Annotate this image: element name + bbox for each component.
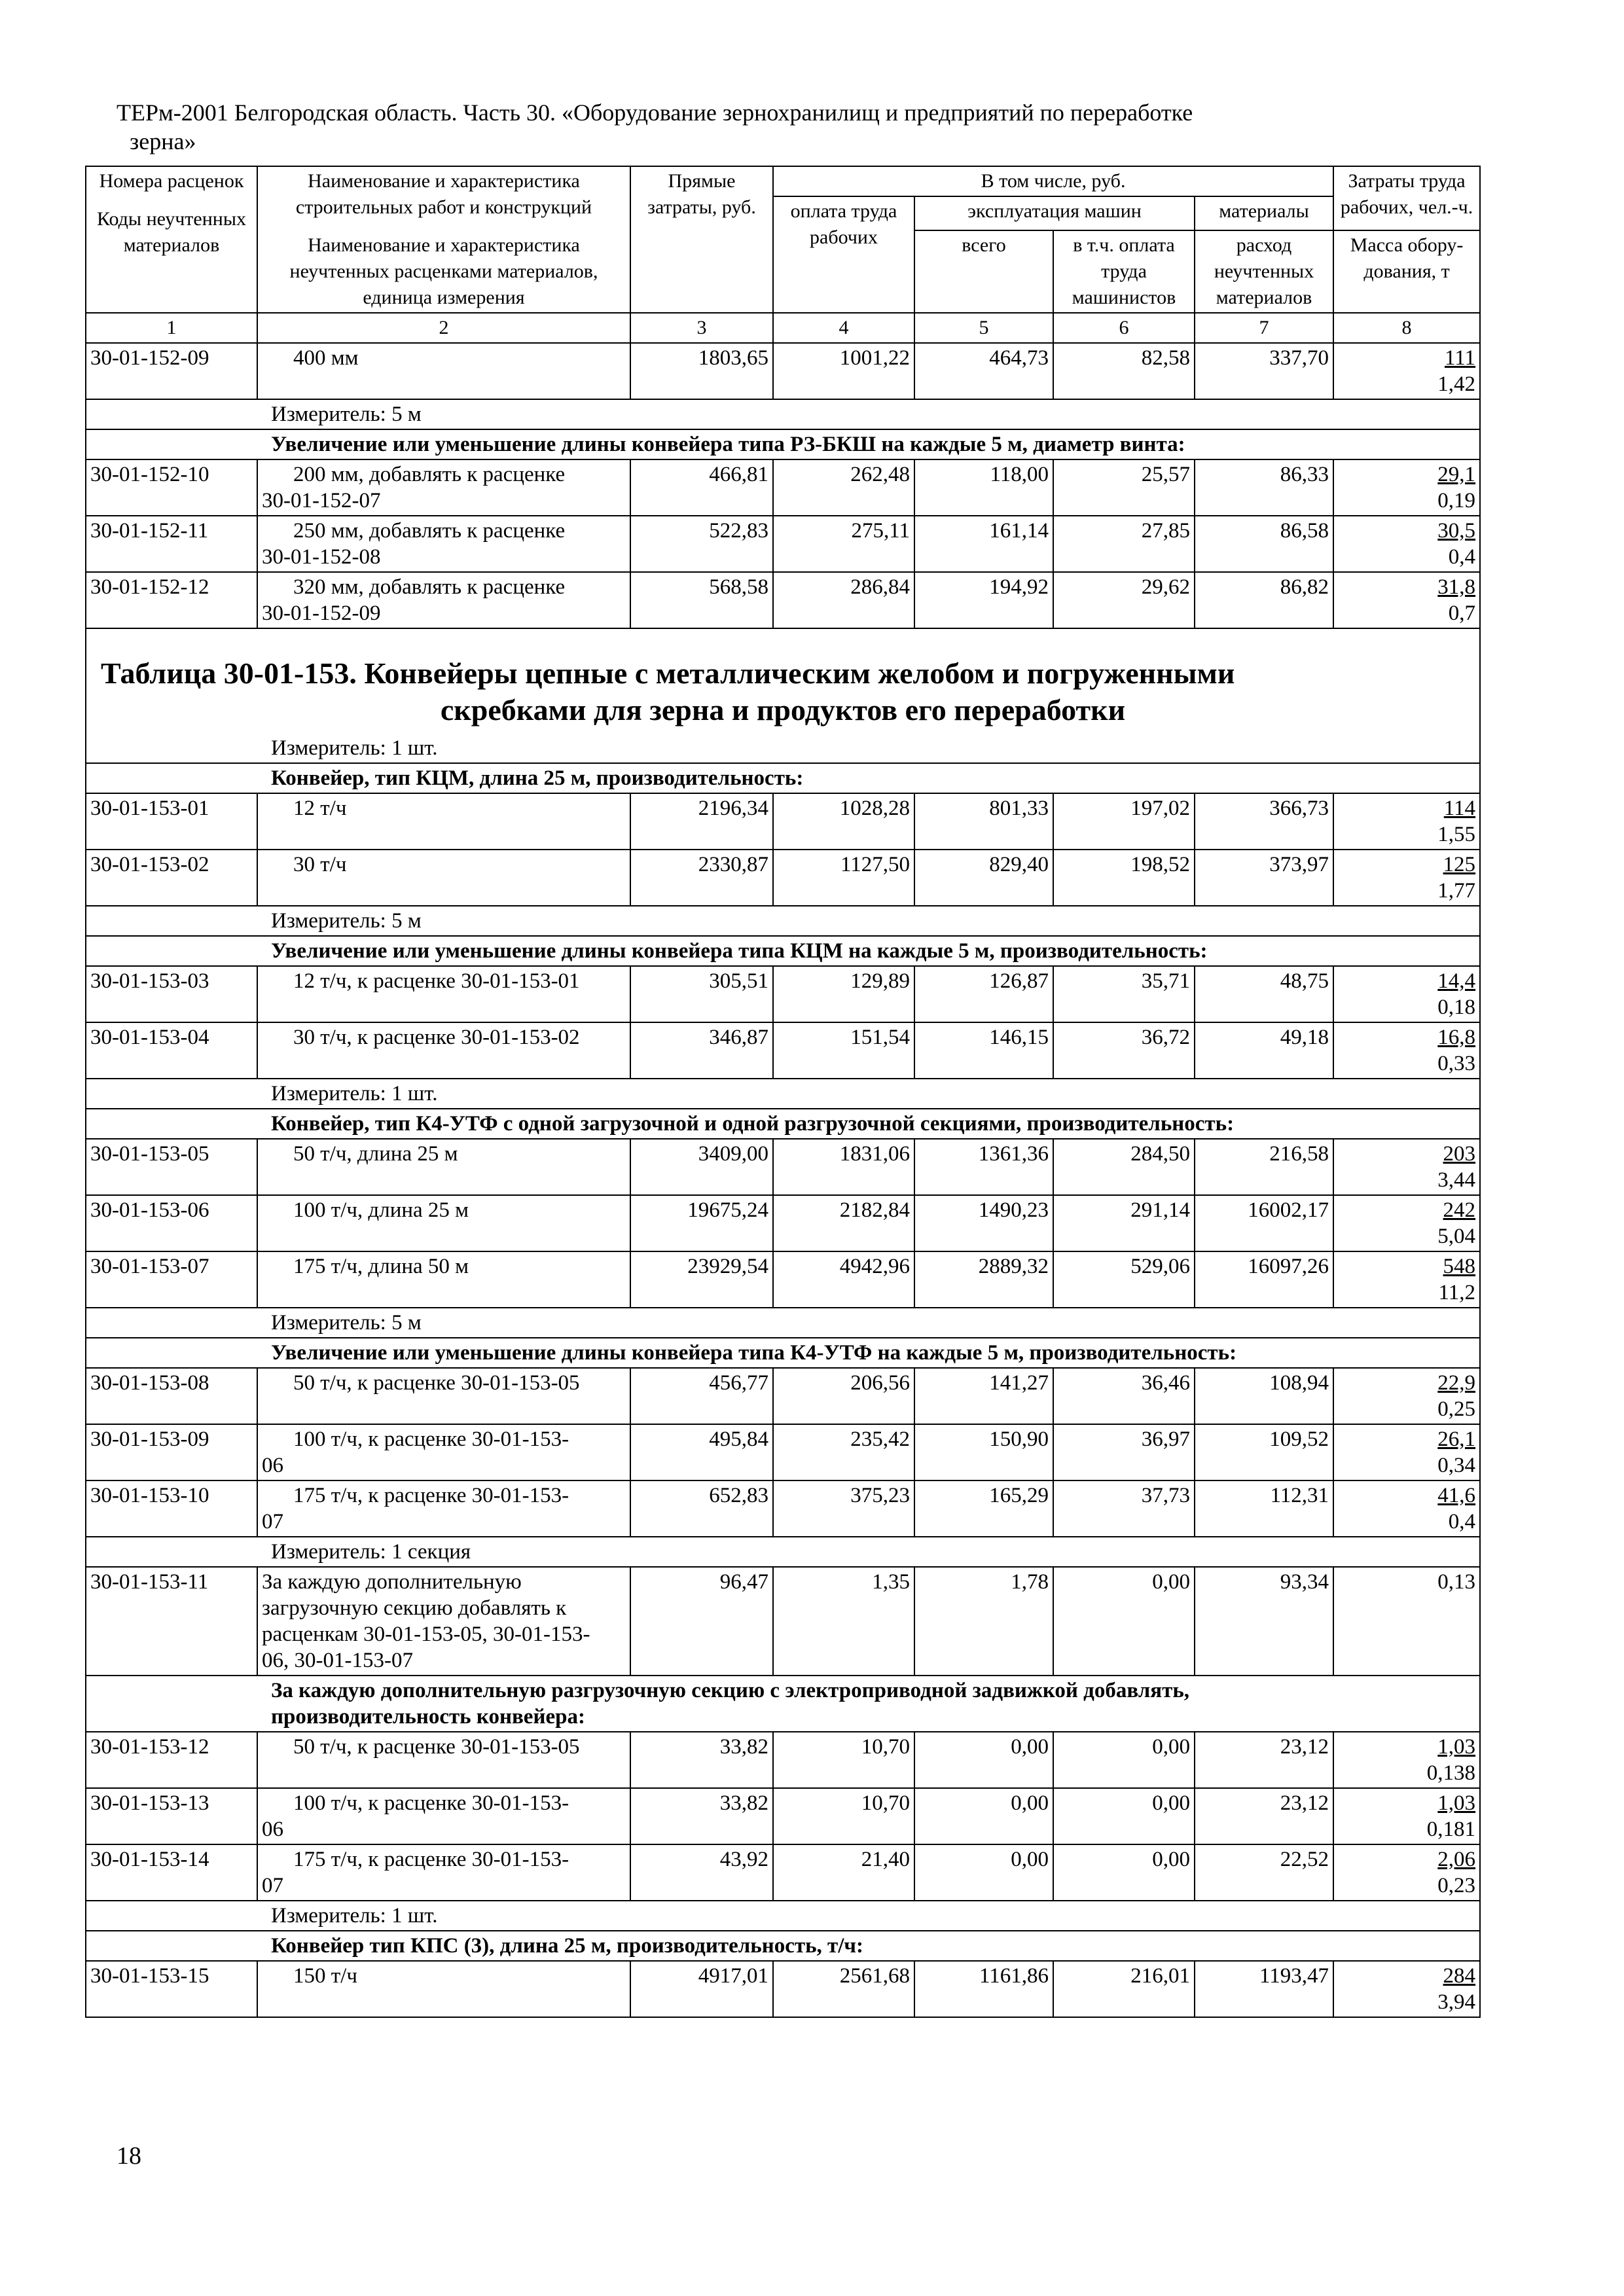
material-cost: 216,58 [1195,1139,1333,1195]
direct-cost: 43,92 [630,1844,773,1901]
material-cost: 112,31 [1195,1480,1333,1537]
labor-mass-cell [1333,516,1480,572]
section-heading: Конвейер тип КПС (3), длина 25 м, производительность, т/ч: [86,1931,1480,1961]
labor-mass-cell [1333,1732,1480,1788]
material-cost: 86,82 [1195,572,1333,628]
direct-cost: 4917,01 [630,1961,773,2017]
section-heading: Увеличение или уменьшение длины конвейера типа К4-УТФ на каждые 5 м, производительность: [86,1338,1480,1368]
labor-hours: 548 [1443,1255,1476,1278]
machine-cost: 141,27 [914,1368,1053,1424]
labor-cost: 375,23 [773,1480,914,1537]
rate-name-line-1: 175 т/ч, к расценке 30-01-153- [293,1848,569,1871]
equipment-mass: 0,138 [1426,1761,1476,1785]
rate-name-text: 30 т/ч [293,853,347,876]
rate-name [257,1844,630,1901]
measure-label: Измеритель: 5 м [86,399,1480,429]
rate-name-line-1: 200 мм, добавлять к расценке [293,463,566,486]
measure-label: Измеритель: 5 м [86,906,1480,936]
machine-cost: 0,00 [914,1732,1053,1788]
direct-cost: 2330,87 [630,850,773,906]
rate-name [257,1788,630,1844]
equipment-mass: 0,19 [1437,489,1476,512]
driver-cost: 197,02 [1053,793,1195,850]
machine-cost: 126,87 [914,966,1053,1022]
driver-cost: 0,00 [1053,1788,1195,1844]
direct-cost: 2196,34 [630,793,773,850]
machine-cost: 146,15 [914,1022,1053,1079]
labor-hours: 16,8 [1437,1026,1476,1049]
rate-name-text: 12 т/ч [293,797,347,820]
rate-name-line-1: 100 т/ч, к расценке 30-01-153- [293,1791,569,1815]
header-number-row [86,313,1480,343]
table-caption [90,655,1475,728]
header-row-1 [86,166,1480,196]
driver-cost: 291,14 [1053,1195,1195,1251]
machine-cost: 161,14 [914,516,1053,572]
measure-label: Измеритель: 5 м [86,1308,1480,1338]
section-row [86,1931,1480,1961]
header-direct-costs: Прямые затраты, руб. [630,166,773,313]
rate-name-line-1: 175 т/ч, к расценке 30-01-153- [293,1484,569,1507]
col-number: 2 [257,313,630,343]
rate-name-line-2: 07 [262,1510,283,1534]
measure-row [86,1537,1480,1567]
rate-name-text: 400 мм [293,346,359,370]
measure-row [86,399,1480,429]
material-cost: 366,73 [1195,793,1333,850]
driver-cost: 36,72 [1053,1022,1195,1079]
direct-cost: 522,83 [630,516,773,572]
rate-name-text: 30 т/ч, к расценке 30-01-153-02 [293,1026,580,1049]
measure-row [86,1901,1480,1931]
header-material-codes: Коды неучтенных материалов [97,208,246,256]
direct-cost: 456,77 [630,1368,773,1424]
header-rate-numbers: Номера расценок [99,170,244,192]
table-row [86,343,1480,399]
labor-cost: 206,56 [773,1368,914,1424]
machine-cost: 801,33 [914,793,1053,850]
rate-name: За каждую дополнительную загрузочную секцию добавлять к расценкам 30-01-153-05, 30-01-153-06, 30-01-153-07 [257,1567,630,1676]
rate-name [257,516,630,572]
labor-mass-cell [1333,1480,1480,1537]
material-cost: 23,12 [1195,1788,1333,1844]
material-cost: 49,18 [1195,1022,1333,1079]
rate-name [257,572,630,628]
rate-code: 30-01-153-08 [86,1368,257,1424]
rate-code: 30-01-153-02 [86,850,257,906]
machine-cost: 150,90 [914,1424,1053,1480]
direct-cost: 495,84 [630,1424,773,1480]
labor-hours: 30,5 [1437,519,1476,543]
section-heading: Конвейер, тип КЦМ, длина 25 м, производительность: [86,763,1480,793]
labor-hours: 29,1 [1437,463,1476,486]
header-materials: материалы [1195,196,1333,230]
rate-code: 30-01-152-12 [86,572,257,628]
labor-cost: 2561,68 [773,1961,914,2017]
rate-code: 30-01-153-11 [86,1567,257,1676]
rate-name-line-1: 50 т/ч, к расценке 30-01-153-05 [293,1735,580,1759]
labor-mass-cell [1333,966,1480,1022]
rate-name-text: 50 т/ч, длина 25 м [293,1142,458,1166]
labor-mass-cell [1333,1844,1480,1901]
table-row [86,1022,1480,1079]
equipment-mass: 5,04 [1437,1225,1476,1248]
header-machine-operation: эксплуатация машин [914,196,1195,230]
measure-row [86,906,1480,936]
machine-cost: 464,73 [914,343,1053,399]
labor-hours: 111 [1444,346,1476,370]
header-codes [86,166,257,313]
driver-cost: 0,00 [1053,1567,1195,1676]
rate-code: 30-01-152-09 [86,343,257,399]
rate-name-text: 150 т/ч [293,1964,357,1988]
header-work-name: Наименование и характеристика строительных работ и конструкций [295,170,592,218]
direct-cost: 96,47 [630,1567,773,1676]
rate-name [257,1368,630,1424]
rate-name [257,966,630,1022]
table-row [86,793,1480,850]
labor-hours: 1,03 [1437,1735,1476,1759]
rate-name [257,1961,630,2017]
rate-name [257,793,630,850]
direct-cost: 305,51 [630,966,773,1022]
rate-name-line-2: 06 [262,1818,283,1841]
table-row [86,1844,1480,1901]
rate-code: 30-01-153-01 [86,793,257,850]
direct-cost: 346,87 [630,1022,773,1079]
labor-cost: 21,40 [773,1844,914,1901]
header-labor-hours: Затраты труда рабочих, чел.-ч. [1333,166,1480,230]
labor-cost: 10,70 [773,1732,914,1788]
equipment-mass: 11,2 [1438,1281,1476,1304]
price-table [85,166,1481,2018]
material-cost: 1193,47 [1195,1961,1333,2017]
labor-cost: 1,35 [773,1567,914,1676]
document-title [117,98,1426,156]
rate-code: 30-01-153-10 [86,1480,257,1537]
machine-cost: 194,92 [914,572,1053,628]
direct-cost: 33,82 [630,1732,773,1788]
driver-cost: 25,57 [1053,459,1195,516]
direct-cost: 466,81 [630,459,773,516]
table-row [86,459,1480,516]
labor-hours: 1,03 [1437,1791,1476,1815]
rate-code: 30-01-153-06 [86,1195,257,1251]
equipment-mass: 0,7 [1448,601,1476,625]
driver-cost: 29,62 [1053,572,1195,628]
measure-label: Измеритель: 1 шт. [86,1079,1480,1109]
labor-hours: 41,6 [1437,1484,1476,1507]
labor-cost: 1127,50 [773,850,914,906]
equipment-mass: 0,4 [1448,545,1476,569]
labor-mass-cell [1333,1788,1480,1844]
table-caption-line-1: Таблица 30-01-153. Конвейеры цепные с металлическим желобом и погруженными [101,656,1235,690]
col-number: 3 [630,313,773,343]
rate-name-line-2: 30-01-152-09 [262,601,381,625]
measure-label: Измеритель: 1 секция [86,1537,1480,1567]
col-number: 5 [914,313,1053,343]
table-row [86,850,1480,906]
table-row [86,1251,1480,1308]
direct-cost: 33,82 [630,1788,773,1844]
table-caption-cell [86,628,1480,734]
rate-code: 30-01-153-05 [86,1139,257,1195]
material-cost: 16097,26 [1195,1251,1333,1308]
table-row [86,1732,1480,1788]
rate-code: 30-01-152-10 [86,459,257,516]
section-row [86,763,1480,793]
rate-code: 30-01-153-03 [86,966,257,1022]
table-caption-row [86,628,1480,734]
rate-code: 30-01-153-12 [86,1732,257,1788]
header-worker-pay: оплата труда рабочих [773,196,914,313]
rate-code: 30-01-153-14 [86,1844,257,1901]
labor-mass-cell [1333,1368,1480,1424]
table-row [86,1961,1480,2017]
labor-mass-cell [1333,459,1480,516]
measure-label: Измеритель: 1 шт. [86,734,1480,763]
material-cost: 108,94 [1195,1368,1333,1424]
col-number: 7 [1195,313,1333,343]
labor-cost: 129,89 [773,966,914,1022]
rate-name [257,850,630,906]
rate-code: 30-01-153-15 [86,1961,257,2017]
material-cost: 16002,17 [1195,1195,1333,1251]
machine-cost: 1,78 [914,1567,1053,1676]
labor-cost: 4942,96 [773,1251,914,1308]
labor-cost: 2182,84 [773,1195,914,1251]
labor-hours: 114 [1443,797,1476,820]
equipment-mass: 3,44 [1437,1168,1476,1192]
rate-code: 30-01-152-11 [86,516,257,572]
measure-row [86,734,1480,763]
section-heading: Увеличение или уменьшение длины конвейера типа РЗ-БКШ на каждые 5 м, диаметр винта: [86,429,1480,459]
driver-cost: 37,73 [1053,1480,1195,1537]
machine-cost: 1161,86 [914,1961,1053,2017]
driver-cost: 36,46 [1053,1368,1195,1424]
labor-cost: 286,84 [773,572,914,628]
table-row [86,1788,1480,1844]
labor-hours: 22,9 [1437,1371,1476,1395]
labor-hours: 2,06 [1437,1848,1476,1871]
rate-name [257,1022,630,1079]
direct-cost: 568,58 [630,572,773,628]
rate-name [257,1480,630,1537]
labor-mass-cell [1333,1961,1480,2017]
labor-hours: 284 [1443,1964,1476,1988]
driver-cost: 0,00 [1053,1732,1195,1788]
labor-cost: 235,42 [773,1424,914,1480]
rate-name-line-1: 50 т/ч, к расценке 30-01-153-05 [293,1371,580,1395]
rate-name [257,1732,630,1788]
material-cost: 109,52 [1195,1424,1333,1480]
direct-cost: 652,83 [630,1480,773,1537]
section-heading: Увеличение или уменьшение длины конвейера типа КЦМ на каждые 5 м, производительность: [86,936,1480,966]
page-number: 18 [117,2142,141,2170]
equipment-mass: 0,34 [1437,1454,1476,1477]
material-cost: 22,52 [1195,1844,1333,1901]
section-row [86,936,1480,966]
labor-mass-cell [1333,1251,1480,1308]
section-heading: Конвейер, тип К4-УТФ с одной загрузочной и одной разгрузочной секциями, производительность: [86,1109,1480,1139]
labor-mass-cell [1333,572,1480,628]
labor-cost: 1831,06 [773,1139,914,1195]
driver-cost: 0,00 [1053,1844,1195,1901]
labor-cost: 1001,22 [773,343,914,399]
rate-code: 30-01-153-04 [86,1022,257,1079]
rate-name-line-2: 07 [262,1874,283,1897]
machine-cost: 0,00 [914,1844,1053,1901]
labor-mass-cell [1333,1022,1480,1079]
material-cost: 337,70 [1195,343,1333,399]
labor-mass-cell [1333,793,1480,850]
labor-hours: 203 [1443,1142,1476,1166]
table-row [86,1424,1480,1480]
equipment-mass: 0,25 [1437,1397,1476,1421]
header-material-name: Наименование и характеристика неучтенных расценками материалов, единица измерения [289,234,598,308]
rate-name-line-2: 30-01-152-07 [262,489,381,512]
machine-cost: 1490,23 [914,1195,1053,1251]
header-driver-pay: в т.ч. оплата труда машинистов [1053,230,1195,313]
measure-label: Измеритель: 1 шт. [86,1901,1480,1931]
rate-name [257,1195,630,1251]
measure-row [86,1079,1480,1109]
rate-name-line-1: 250 мм, добавлять к расценке [293,519,566,543]
table-row [86,1195,1480,1251]
section-row [86,1338,1480,1368]
section-row [86,429,1480,459]
driver-cost: 35,71 [1053,966,1195,1022]
driver-cost: 27,85 [1053,516,1195,572]
table-row [86,572,1480,628]
col-number: 4 [773,313,914,343]
machine-cost: 829,40 [914,850,1053,906]
rate-name [257,1139,630,1195]
table-caption-line-2: скребками для зерна и продуктов его переработки [440,693,1126,726]
labor-hours: 14,4 [1437,969,1476,993]
material-cost: 86,58 [1195,516,1333,572]
labor-hours: 242 [1443,1198,1476,1222]
price-table-container [85,166,1479,2018]
driver-cost: 198,52 [1053,850,1195,906]
machine-cost: 118,00 [914,459,1053,516]
labor-cost: 1028,28 [773,793,914,850]
table-row [86,516,1480,572]
table-row [86,966,1480,1022]
equipment-mass: 0,23 [1437,1874,1476,1897]
equipment-mass: 1,77 [1437,879,1476,903]
section-heading-line-1: За каждую дополнительную разгрузочную секцию с электроприводной задвижкой добавлять, [271,1679,1190,1702]
equipment-mass: 3,94 [1437,1990,1476,2014]
header-material-consumption: расход неучтенных материалов [1195,230,1333,313]
labor-mass-cell [1333,850,1480,906]
section-row [86,1109,1480,1139]
equipment-mass: 1,55 [1437,823,1476,846]
labor-mass-cell [1333,1195,1480,1251]
labor-hours: 0,13 [1333,1567,1480,1676]
machine-cost: 165,29 [914,1480,1053,1537]
material-cost: 373,97 [1195,850,1333,906]
header-machine-total: всего [914,230,1053,313]
rate-name [257,343,630,399]
direct-cost: 1803,65 [630,343,773,399]
material-cost: 23,12 [1195,1732,1333,1788]
driver-cost: 284,50 [1053,1139,1195,1195]
section-row [86,1676,1480,1732]
col-number: 8 [1333,313,1480,343]
rate-name-line-2: 30-01-152-08 [262,545,381,569]
rate-name-text: 175 т/ч, длина 50 м [293,1255,469,1278]
table-row [86,1567,1480,1676]
direct-cost: 19675,24 [630,1195,773,1251]
measure-row [86,1308,1480,1338]
equipment-mass: 0,33 [1437,1052,1476,1075]
document-title-line-2: зерна» [130,128,196,154]
rate-name-line-1: 100 т/ч, к расценке 30-01-153- [293,1427,569,1451]
labor-mass-cell [1333,343,1480,399]
table-row [86,1480,1480,1537]
driver-cost: 529,06 [1053,1251,1195,1308]
equipment-mass: 0,181 [1426,1818,1476,1841]
labor-hours: 26,1 [1437,1427,1476,1451]
header-including: В том числе, руб. [773,166,1333,196]
labor-cost: 275,11 [773,516,914,572]
section-heading-line-2: производительность конвейера: [271,1705,585,1729]
rate-code: 30-01-153-07 [86,1251,257,1308]
driver-cost: 36,97 [1053,1424,1195,1480]
labor-cost: 151,54 [773,1022,914,1079]
table-row [86,1368,1480,1424]
rate-code: 30-01-153-09 [86,1424,257,1480]
rate-name [257,459,630,516]
labor-hours: 31,8 [1437,575,1476,599]
header-equipment-mass: Масса обору-дования, т [1333,230,1480,313]
table-row [86,1139,1480,1195]
machine-cost: 2889,32 [914,1251,1053,1308]
labor-mass-cell [1333,1424,1480,1480]
machine-cost: 0,00 [914,1788,1053,1844]
driver-cost: 82,58 [1053,343,1195,399]
material-cost: 86,33 [1195,459,1333,516]
header-names [257,166,630,313]
equipment-mass: 0,18 [1437,996,1476,1019]
driver-cost: 216,01 [1053,1961,1195,2017]
equipment-mass: 0,4 [1448,1510,1476,1534]
material-cost: 93,34 [1195,1567,1333,1676]
col-number: 6 [1053,313,1195,343]
labor-cost: 262,48 [773,459,914,516]
rate-name-line-2: 06 [262,1454,283,1477]
section-heading [86,1676,1480,1732]
rate-name [257,1424,630,1480]
rate-name-line-1: 320 мм, добавлять к расценке [293,575,566,599]
rate-name-text: 100 т/ч, длина 25 м [293,1198,469,1222]
labor-mass-cell [1333,1139,1480,1195]
col-number: 1 [86,313,257,343]
direct-cost: 3409,00 [630,1139,773,1195]
rate-name-text: 12 т/ч, к расценке 30-01-153-01 [293,969,580,993]
material-cost: 48,75 [1195,966,1333,1022]
labor-hours: 125 [1443,853,1476,876]
labor-cost: 10,70 [773,1788,914,1844]
machine-cost: 1361,36 [914,1139,1053,1195]
rate-name [257,1251,630,1308]
rate-code: 30-01-153-13 [86,1788,257,1844]
document-title-line-1: ТЕРм-2001 Белгородская область. Часть 30. «Оборудование зернохранилищ и предприятий по переработке [117,99,1193,126]
direct-cost: 23929,54 [630,1251,773,1308]
equipment-mass: 1,42 [1437,372,1476,396]
